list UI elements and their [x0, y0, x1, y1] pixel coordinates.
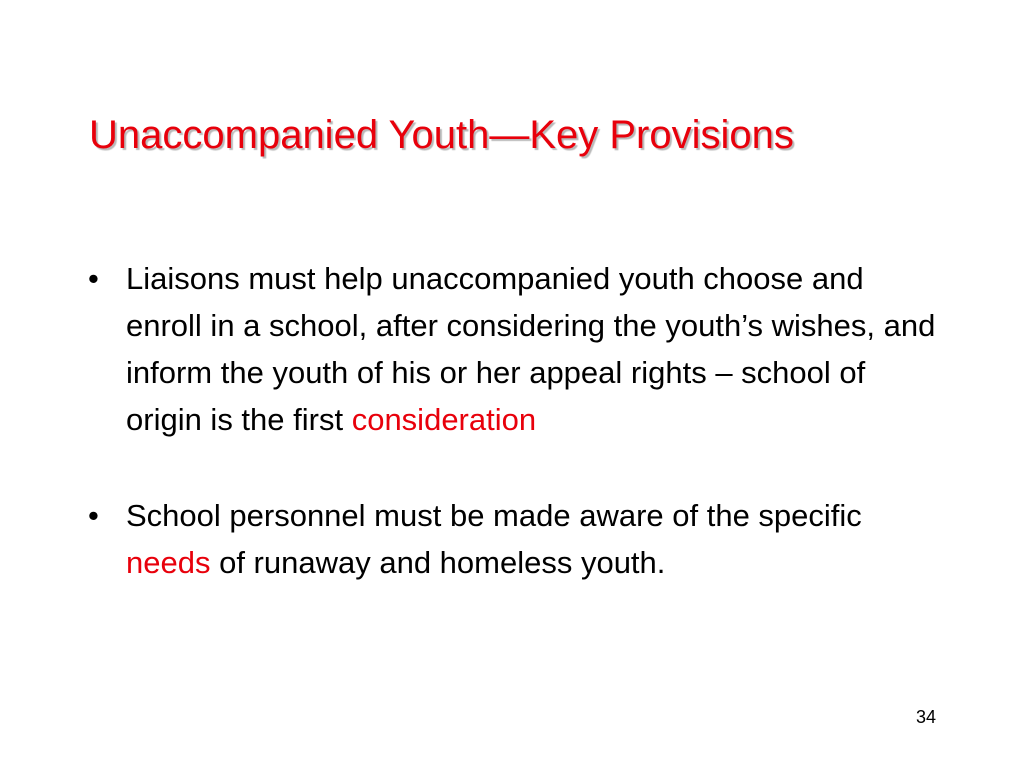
- bullet-item-liaisons: [88, 255, 948, 443]
- bullet-icon: •: [88, 261, 99, 296]
- bullet-text: School personnel must be made aware of the specific: [126, 498, 862, 533]
- slide-title: Unaccompanied Youth—Key Provisions: [89, 113, 794, 157]
- bullet-list: [88, 255, 948, 586]
- highlighted-word: needs: [126, 545, 211, 580]
- highlighted-word: consideration: [351, 402, 537, 437]
- page-number: 34: [915, 707, 936, 727]
- bullet-item-school-personnel: [88, 492, 948, 586]
- bullet-text: Liaisons must help unaccompanied youth choose and enroll in a school, after considering the youth’s wishes, and inform the youth of his or her appeal rights – school of origin is the first: [126, 261, 936, 437]
- bullet-text-tail: of runaway and homeless youth.: [210, 545, 666, 580]
- bullet-icon: •: [88, 498, 99, 533]
